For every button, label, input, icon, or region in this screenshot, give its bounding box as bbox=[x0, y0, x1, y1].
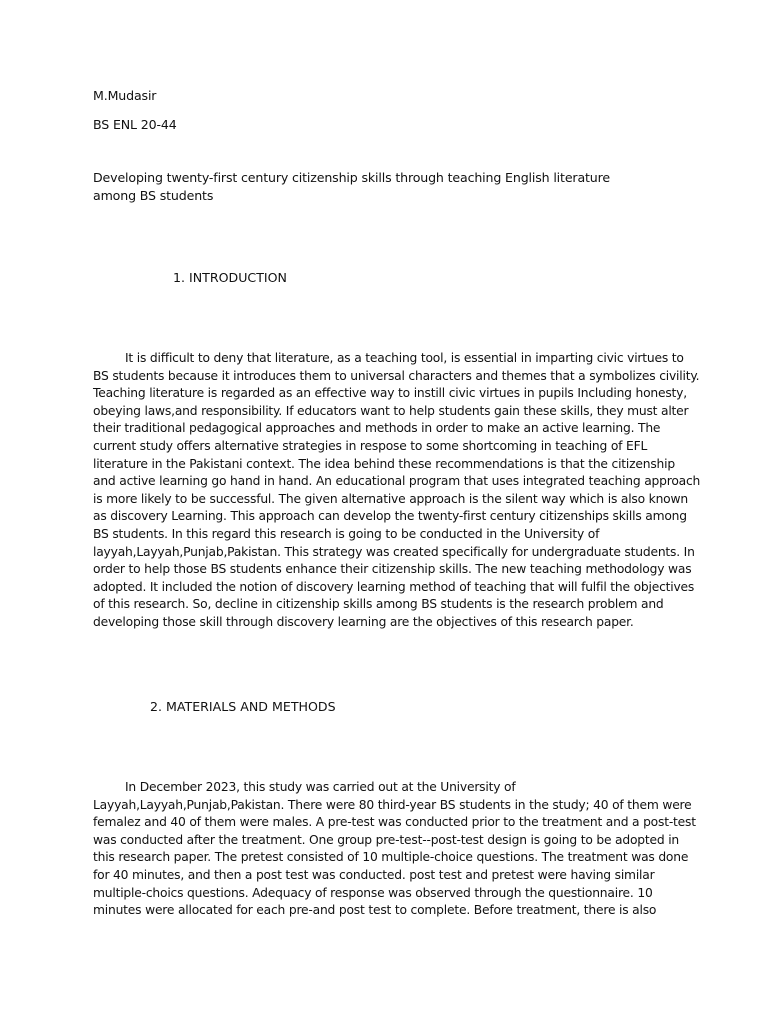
paragraph-line: developing those skill through discovery learning are the objectives of this research paper. bbox=[93, 614, 634, 629]
paragraph-line: BS students. In this regard this research is going to be conducted in the University of bbox=[93, 526, 600, 541]
materials-methods-paragraph bbox=[93, 779, 696, 920]
author-name: M.Mudasir bbox=[93, 88, 157, 103]
paragraph-line: their traditional pedagogical approaches and methods in order to make an active learning. The bbox=[93, 421, 661, 436]
paragraph-line: femalez and 40 of them were males. A pre-test was conducted prior to the treatment and a post-test bbox=[93, 815, 696, 830]
paragraph-line: multiple-choics questions. Adequacy of response was observed through the questionnaire. 10 bbox=[93, 885, 653, 900]
paragraph-line: current study offers alternative strategies in respose to some shortcoming in teaching of EFL bbox=[93, 438, 648, 453]
paragraph-line: order to help those BS students enhance their citizenship skills. The new teaching methodology was bbox=[93, 562, 692, 577]
paragraph-line: adopted. It included the notion of discovery learning method of teaching that will fulfil the objectives bbox=[93, 579, 695, 594]
paragraph-line: for 40 minutes, and then a post test was conducted. post test and pretest were having similar bbox=[93, 867, 655, 882]
paragraph-line: was conducted after the treatment. One group pre-test--post-test design is going to be adopted in bbox=[93, 832, 680, 847]
paragraph-line: It is difficult to deny that literature, as a teaching tool, is essential in imparting civic virtues to bbox=[125, 351, 684, 365]
paragraph-line: this research paper. The pretest consisted of 10 multiple-choice questions. The treatment was done bbox=[93, 850, 689, 865]
paragraph-line: literature in the Pakistani context. The idea behind these recommendations is that the citizenship bbox=[93, 456, 675, 471]
paragraph-line: obeying laws,and responsibility. If educators want to help students gain these skills, they must alter bbox=[93, 403, 689, 418]
class-code: BS ENL 20-44 bbox=[93, 117, 177, 132]
introduction-paragraph bbox=[93, 350, 701, 632]
paragraph-line: layyah,Layyah,Punjab,Pakistan. This strategy was created specifically for undergraduate students. In bbox=[93, 544, 695, 559]
section-heading-introduction: 1. INTRODUCTION bbox=[173, 270, 287, 285]
paragraph-line: Layyah,Layyah,Punjab,Pakistan. There were 80 third-year BS students in the study; 40 of them were bbox=[93, 797, 692, 812]
paragraph-line: and active learning go hand in hand. An educational program that uses integrated teaching approach bbox=[93, 474, 701, 489]
paragraph-line: as discovery Learning. This approach can develop the twenty-first century citizenships skills among bbox=[93, 509, 687, 524]
paragraph-line: is more likely to be successful. The given alternative approach is the silent way which is also known bbox=[93, 491, 688, 506]
section-heading-materials-methods: 2. MATERIALS AND METHODS bbox=[150, 699, 336, 714]
paragraph-line: Teaching literature is regarded as an effective way to instill civic virtues in pupils Including honesty, bbox=[93, 386, 687, 401]
paper-title: Developing twenty-first century citizenship skills through teaching English literature among BS students bbox=[93, 170, 610, 203]
paragraph-line: of this research. So, decline in citizenship skills among BS students is the research problem and bbox=[93, 597, 664, 612]
paragraph-line: BS students because it introduces them to universal characters and themes that a symbolizes civility. bbox=[93, 368, 700, 383]
paragraph-line: minutes were allocated for each pre-and post test to complete. Before treatment, there is also bbox=[93, 903, 657, 918]
paragraph-line: In December 2023, this study was carried out at the University of bbox=[125, 780, 516, 794]
